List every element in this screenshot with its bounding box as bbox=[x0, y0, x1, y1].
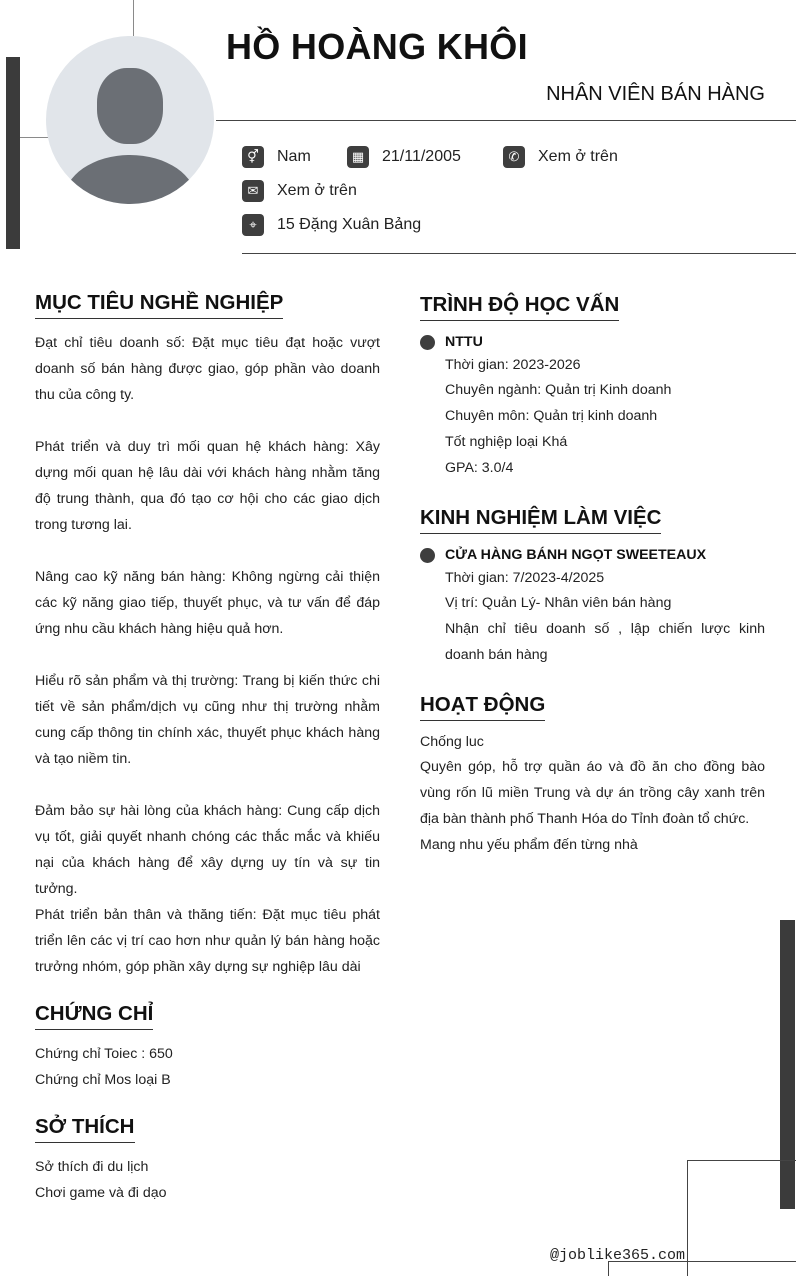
experience-bullet-icon bbox=[420, 548, 435, 563]
contact-email[interactable] bbox=[242, 180, 357, 202]
contact-gender bbox=[242, 146, 311, 168]
decorative-bar-left bbox=[6, 57, 20, 249]
decorative-line-top bbox=[133, 0, 134, 36]
contact-gender-value: Nam bbox=[277, 148, 311, 165]
experience-time: Thời gian: 7/2023-4/2025 bbox=[445, 570, 605, 586]
contact-address-value: 15 Đặng Xuân Bảng bbox=[277, 216, 422, 233]
experience-company: CỬA HÀNG BÁNH NGỌT SWEETEAUX bbox=[445, 547, 707, 563]
location-icon: ⌖ bbox=[242, 214, 264, 236]
education-detail: Tốt nghiệp loại Khá bbox=[445, 434, 568, 450]
contact-birthday-value: 21/11/2005 bbox=[382, 148, 461, 165]
objective-paragraph: Đảm bảo sự hài lòng của khách hàng: Cung cấp dịch vụ tốt, giải quyết nhanh chóng các thắc mắc và khiếu nại của khách hàng để xây dựng uy tín và sự tin tưởng. bbox=[35, 803, 380, 897]
objective-paragraph: Nâng cao kỹ năng bán hàng: Không ngừng cải thiện các kỹ năng giao tiếp, thuyết phục, và tư vấn để đáp ứng nhu cầu khách hàng hiệu quả hơn. bbox=[35, 569, 380, 637]
decorative-box-bottom bbox=[687, 1160, 796, 1276]
certificate-item: Chứng chỉ Mos loại B bbox=[35, 1072, 171, 1088]
education-detail: Chuyên ngành: Quản trị Kinh doanh bbox=[445, 382, 672, 398]
avatar[interactable] bbox=[46, 36, 214, 204]
contact-phone-value[interactable]: Xem ở trên bbox=[538, 148, 618, 165]
activity-item: Chống luc bbox=[420, 734, 484, 750]
contact-address bbox=[242, 214, 421, 236]
activity-item: Quyên góp, hỗ trợ quần áo và đồ ăn cho đồng bào vùng rốn lũ miền Trung và dự án trồng cây xanh trên địa bàn thành phố Thanh Hóa do Tỉnh đoàn tổ chức. bbox=[420, 759, 765, 827]
hobby-item: Sở thích đi du lịch bbox=[35, 1159, 149, 1175]
certificate-item: Chứng chỉ Toiec : 650 bbox=[35, 1046, 173, 1062]
contact-phone[interactable] bbox=[503, 146, 618, 168]
activity-item: Mang nhu yếu phẩm đến từng nhà bbox=[420, 837, 638, 853]
education-school: NTTU bbox=[445, 334, 483, 350]
decorative-line-avatar bbox=[20, 137, 48, 138]
objective-paragraph: Phát triển bản thân và thăng tiến: Đặt mục tiêu phát triển lên các vị trí cao hơn như quản lý bán hàng hoặc trưởng nhóm, góp phần xây dựng sự nghiệp lâu dài bbox=[35, 907, 380, 975]
objective-paragraph: Phát triển và duy trì mối quan hệ khách hàng: Xây dựng mối quan hệ lâu dài với khách hàng nhằm tăng độ trung thành, qua đó tạo cơ hội cho các giao dịch trong tương lai. bbox=[35, 439, 380, 533]
certificates-heading: CHỨNG CHỈ bbox=[35, 1002, 153, 1030]
avatar-head-silhouette bbox=[97, 68, 163, 144]
header-divider bbox=[216, 120, 796, 121]
education-heading: TRÌNH ĐỘ HỌC VẤN bbox=[420, 293, 619, 321]
education-detail: Thời gian: 2023-2026 bbox=[445, 357, 581, 373]
hobbies-heading: SỞ THÍCH bbox=[35, 1115, 135, 1143]
experience-description: Nhận chỉ tiêu doanh số , lập chiến lược kinh doanh bán hàng bbox=[445, 621, 765, 663]
contact-email-value[interactable]: Xem ở trên bbox=[277, 182, 357, 199]
education-bullet-icon bbox=[420, 335, 435, 350]
education-detail: GPA: 3.0/4 bbox=[445, 460, 514, 476]
objective-paragraph: Hiểu rõ sản phẩm và thị trường: Trang bị kiến thức chi tiết về sản phẩm/dịch vụ cũng như thị trường nhằm cung cấp thông tin chính xác, thuyết phục khách hàng và tạo niềm tin. bbox=[35, 673, 380, 767]
job-title: NHÂN VIÊN BÁN HÀNG bbox=[546, 83, 765, 105]
phone-icon: ✆ bbox=[503, 146, 525, 168]
experience-heading: KINH NGHIỆM LÀM VIỆC bbox=[420, 506, 661, 534]
contact-divider bbox=[242, 253, 796, 254]
gender-icon: ⚥ bbox=[242, 146, 264, 168]
watermark-text: @joblike365.com bbox=[550, 1247, 686, 1264]
objective-paragraph: Đạt chỉ tiêu doanh số: Đặt mục tiêu đạt hoặc vượt doanh số bán hàng được giao, góp phần vào doanh thu của công ty. bbox=[35, 335, 380, 403]
contact-birthday bbox=[347, 146, 461, 168]
avatar-body-silhouette bbox=[64, 155, 196, 204]
calendar-icon: ▦ bbox=[347, 146, 369, 168]
education-detail: Chuyên môn: Quản trị kinh doanh bbox=[445, 408, 658, 424]
hobby-item: Chơi game và đi dạo bbox=[35, 1185, 167, 1201]
experience-position: Vị trí: Quản Lý- Nhân viên bán hàng bbox=[445, 595, 672, 611]
email-icon: ✉ bbox=[242, 180, 264, 202]
activities-heading: HOẠT ĐỘNG bbox=[420, 693, 545, 721]
candidate-name: HỒ HOÀNG KHÔI bbox=[226, 26, 528, 67]
objective-heading: MỤC TIÊU NGHỀ NGHIỆP bbox=[35, 291, 283, 319]
